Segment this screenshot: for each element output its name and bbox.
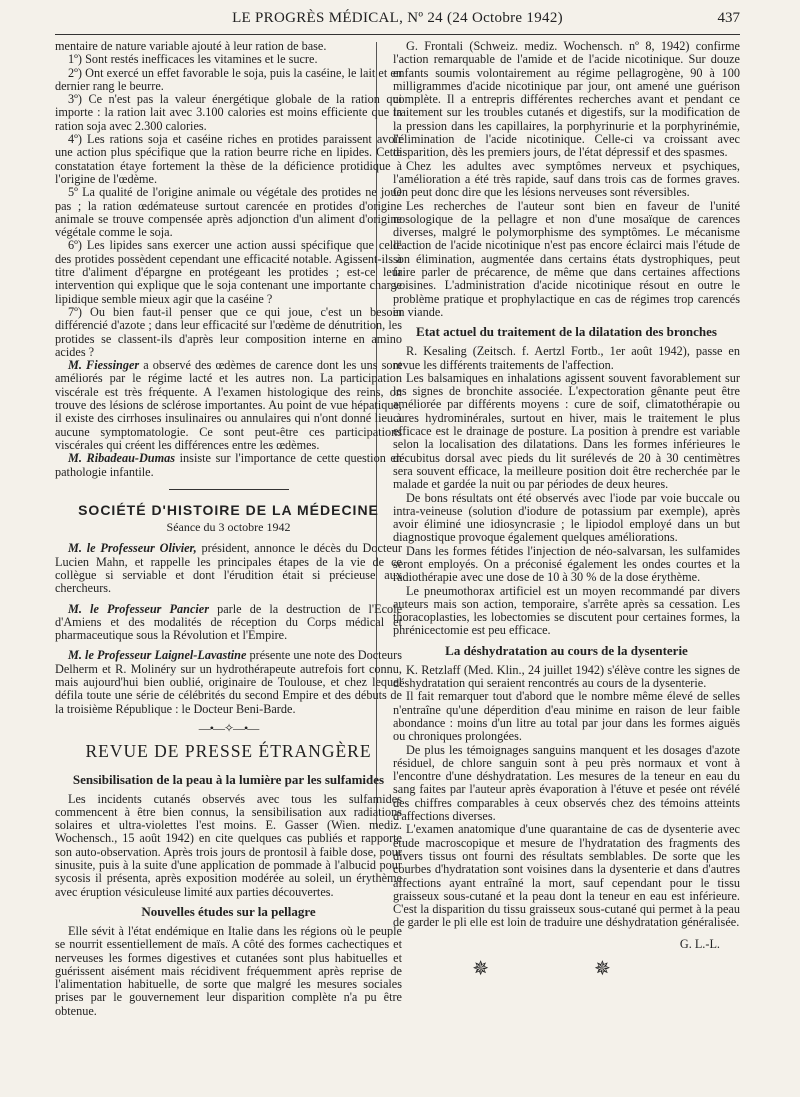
paragraph: L'examen anatomique d'une quarantaine de cas de dysenterie avec étude macroscopique et mesure de l'hydratation des fragments des divers tissus ont fourni des résultats semblables. De sorte que les courbes d'hydratation sont voisines dans la dysenterie et dans d'autres affections ayant entraîné la mort, sauf cependant pour le tissu graisseux sous-cutané et la peau dont la teneur en eau est inférieure. C'est la disparition du tissu graisseux sous-cutané qui permet à la peau de garder le pli elle est loin de traduire une déshydratation généralisée.: [393, 822, 740, 930]
section-rule: [169, 489, 289, 490]
paragraph: Elle sévit à l'état endémique en Italie dans les régions où le peuple se nourrit essentiellement de maïs. A côté des formes cachectiques et nerveuses les formes digestives et cutanées sont plus habituelles et guérissent aisément mais récidivent fréquemment après reprise de l'alimentation habituelle, de sorte que malgré les mesures sociales prises par le gouvernement leur disparition complète n'a pu être obtenue.: [55, 923, 402, 1018]
paragraph: M. Ribadeau-Dumas insiste sur l'importance de cette question en pathologie infantile.: [55, 451, 402, 479]
society-title: SOCIÉTÉ D'HISTOIRE DE LA MÉDECINE: [78, 501, 379, 518]
paragraph: Chez les adultes avec symptômes nerveux et psychiques, l'amélioration a été très rapide, sauf dans trois cas de formes graves. On peut donc dire que les lésions nerveuses sont réversibles.: [393, 158, 740, 200]
speaker-name: M. Fiessinger: [68, 358, 140, 373]
paragraph: 7º) Ou bien faut-il penser que ce qui joue, c'est un besoin différencié d'azote ; dans leur efficacité sur l'œdème de dénutrition, les protides se classent-ils d'après leur composition interne en amino acides ?: [55, 304, 402, 359]
page-header: [55, 10, 740, 34]
paragraph: Dans les formes fétides l'injection de néo-salvarsan, les sulfamides seront employés. On a préconisé également les ondes courtes et la radiothérapie avec une dose de 10 à 30 % de la dose érythème.: [393, 543, 740, 585]
paragraph: G. Frontali (Schweiz. mediz. Wochensch. nº 8, 1942) confirme l'action remarquable de l'amide et de l'acide nicotinique. Sur douze enfants soumis volontairement au régime pellagrogène, 90 à 100 milligrammes d'acide nicotinique par jour, ont amené une guérison complète. Il a entrepris différentes recherches avant et pendant ce traitement sur les troubles cutanés et digestifs, sur la modification de la pression dans les capillaires, la porphyrinurie et la porphyrinémie, l'élimination de l'acide nicotinique. Celle-ci va croissant avec disparition, dès les premiers jours, de l'état dépressif et des spasmes.: [393, 39, 740, 160]
paragraph: Les balsamiques en inhalations agissent souvent favorablement sur les signes de bronchite associée. L'expectoration gênante peut être améliorée par différents moyens : cure de soif, climatothérapie ou cures hydrominérales, surtout en hiver, mais le traitement le plus efficace est le drainage de posture. La position à prendre est variable selon la localisation des dilatations. Dans les formes inférieures le décubitus dorsal avec pieds du lit surélevés de 20 à 30 centimètres sera souvent efficace, la meilleure position doit être recherchée par le malade et gardée la nuit ou par périodes de deux heures.: [393, 370, 740, 492]
paragraph: 4º) Les rations soja et caséine riches en protides paraissent avoir une action plus spécifique que la ration beurre riche en lipides. Cette constatation étaye fortement la thèse de la déficience protidique à l'origine de l'œdème.: [55, 132, 402, 186]
paragraph: Le pneumothorax artificiel est un moyen recommandé par divers auteurs mais son action, temporaire, s'arrête après sa cessation. Les thoracoplasties, les lobectomies se discutent pour certaines formes, la phrénicectomie est peu efficace.: [393, 583, 740, 638]
paragraph: M. le Professeur Laignel-Lavastine présente une note des Docteurs Delherm et R. Molinéry sur un hydrothérapeute autrefois fort connu, mais aujourd'hui bien oublié, originaire de Toulouse, et chez lequel défila toute une série de célébrités du second Empire et des débuts de la troisième République : le Docteur Beni-Barde.: [55, 648, 402, 716]
article-title: Nouvelles études sur la pellagre: [141, 903, 316, 919]
article-title: La déshydratation au cours de la dysenterie: [445, 642, 688, 658]
paragraph: 3º) Ce n'est pas la valeur énergétique globale de la ration qui importe : la ration lait avec 3.100 calories est moins efficiente que la ration soja avec 2.300 calories.: [55, 92, 402, 133]
paragraph: M. le Professeur Pancier parle de la destruction de l'Ecole d'Amiens et des modalités de réception du Corps médical et pharmaceutique sous la Révolution et l'Empire.: [55, 601, 403, 643]
paragraph: M. le Professeur Olivier, président, annonce le décès du Docteur Lucien Mahn, et rappelle les principales étapes de la vie de ce collègue si serviable et dont l'érudition était si précieuse aux chercheurs.: [55, 541, 403, 596]
paragraph: 2º) Ont exercé un effet favorable le soja, puis la caséine, le lait et en dernier rang le beurre.: [55, 65, 402, 93]
revue-title: REVUE DE PRESSE ÉTRANGÈRE: [85, 741, 372, 762]
header-rule: [55, 34, 740, 35]
speaker-name: M. Ribadeau-Dumas: [68, 451, 176, 466]
paragraph: mentaire de nature variable ajouté à leur ration de base.: [55, 39, 327, 53]
article-title: Sensibilisation de la peau à la lumière par les sulfamides: [72, 771, 385, 787]
paragraph: Les incidents cutanés observés avec tous les sulfamides commencent à être bien connus, la sensibilisation aux radiations solaires et ultra-violettes l'est moins. E. Gasser (Wien. mediz. Wochensch., 15 août 1942) en cite quelques cas publiés et rapporte son auto-observation. Après trois jours de prontosil à faible dose, pour sinusite, puis à la suite d'une application de pommade à l'albucid pour sycosis il présenta, après exposition modérée au soleil, un érythème avec éruption vésiculeuse limité aux parties découvertes.: [55, 791, 402, 899]
running-title: LE PROGRÈS MÉDICAL, Nº 24 (24 Octobre 1942): [232, 10, 563, 26]
left-column: [55, 40, 402, 1018]
right-column: [393, 39, 740, 980]
star-ornament-icon: ✵ ✵: [472, 958, 661, 980]
paragraph: R. Kesaling (Zeitsch. f. Aertzl Fortb., 1er août 1942), passe en revue les différents traitements de l'affection.: [393, 344, 740, 372]
paragraph: Il fait remarquer tout d'abord que le nombre même élevé de selles n'entraîne qu'une déperdition d'eau minime en raison de leur faible abondance : moins d'un litre au total par jour dans les formes aiguës ou chroniques prolongées.: [393, 689, 740, 744]
paragraph: De bons résultats ont été observés avec l'iode par voie buccale ou intra-veineuse (solution d'iodure de potassium par exemple), après avoir éliminé une idiosyncrasie ; le lipiodol employé dans un but diagnostique provoque également quelques améliorations.: [393, 490, 740, 545]
paragraph: M. Fiessinger a observé des œdèmes de carence dont les uns sont améliorés par le régime lacté et les autres non. La participation viscérale est très fréquente. A l'examen histologique des reins, on trouve des lésions de sclérose importantes. Au point de vue hépatique, il existe des cirrhoses insulinaires ou annulaires qui n'ont donné lieu à aucune symptomatologie. Ce sont peut-être ces participations viscérales qui créent les différences entre les œdèmes.: [55, 358, 403, 452]
paragraph: De plus les témoignages sanguins manquent et les dosages d'azote résiduel, de chlore sanguin sont à peu près normaux et vont à l'encontre d'une déshydratation. Les mesures de la teneur en eau du sang faites par l'auteur après évaporation à l'étuve et pesée ont révélé des chiffres comparables à ceux observés chez des témoins atteints d'affections diverses.: [393, 742, 740, 824]
paragraph: K. Retzlaff (Med. Klin., 24 juillet 1942) s'élève contre les signes de déshydratation qui seraient rencontrés au cours de la dysenterie.: [393, 662, 740, 691]
paragraph: 5º La qualité de l'origine animale ou végétale des protides ne joue pas ; la ration œdémateuse surtout carencée en protides d'origine animale se trouve compensée après adjonction d'un aliment d'origine végétale comme le soja.: [55, 185, 402, 240]
paragraph: Les recherches de l'auteur sont bien en faveur de l'unité nosologique de la pellagre et non d'une mosaïque de carences diverses, malgré le polymorphisme des symptômes. Le mécanisme d'action de l'acide nicotinique n'est pas encore éclairci mais l'étude de son élimination, augmentée dans certains états dystrophiques, peut faire parler de précarence, de même que dans certaines affections voisines. L'administration d'acide nicotinique résout en outre le problème pratique et prophylactique en cas de régimes trop carencés en viande.: [393, 198, 740, 319]
ornament: —•—✧—•—: [198, 720, 259, 735]
article-title: Etat actuel du traitement de la dilatation des bronches: [416, 324, 717, 340]
page-number: 437: [717, 10, 740, 26]
signature: G. L.-L.: [679, 936, 720, 951]
paragraph: 6º) Les lipides sans exercer une action aussi spécifique que celle des protides possèdent cependant une efficacité notable. Agissent-ils à titre d'aliment d'épargne en protégeant les protides ; est-ce leur intervention qui explique que le soja contenant une importante charge lipidique semble mieux agir que la caséine ?: [55, 238, 402, 306]
paragraph: 1º) Sont restés inefficaces les vitamines et le sucre.: [68, 52, 318, 67]
seance-date: Séance du 3 octobre 1942: [166, 520, 291, 535]
